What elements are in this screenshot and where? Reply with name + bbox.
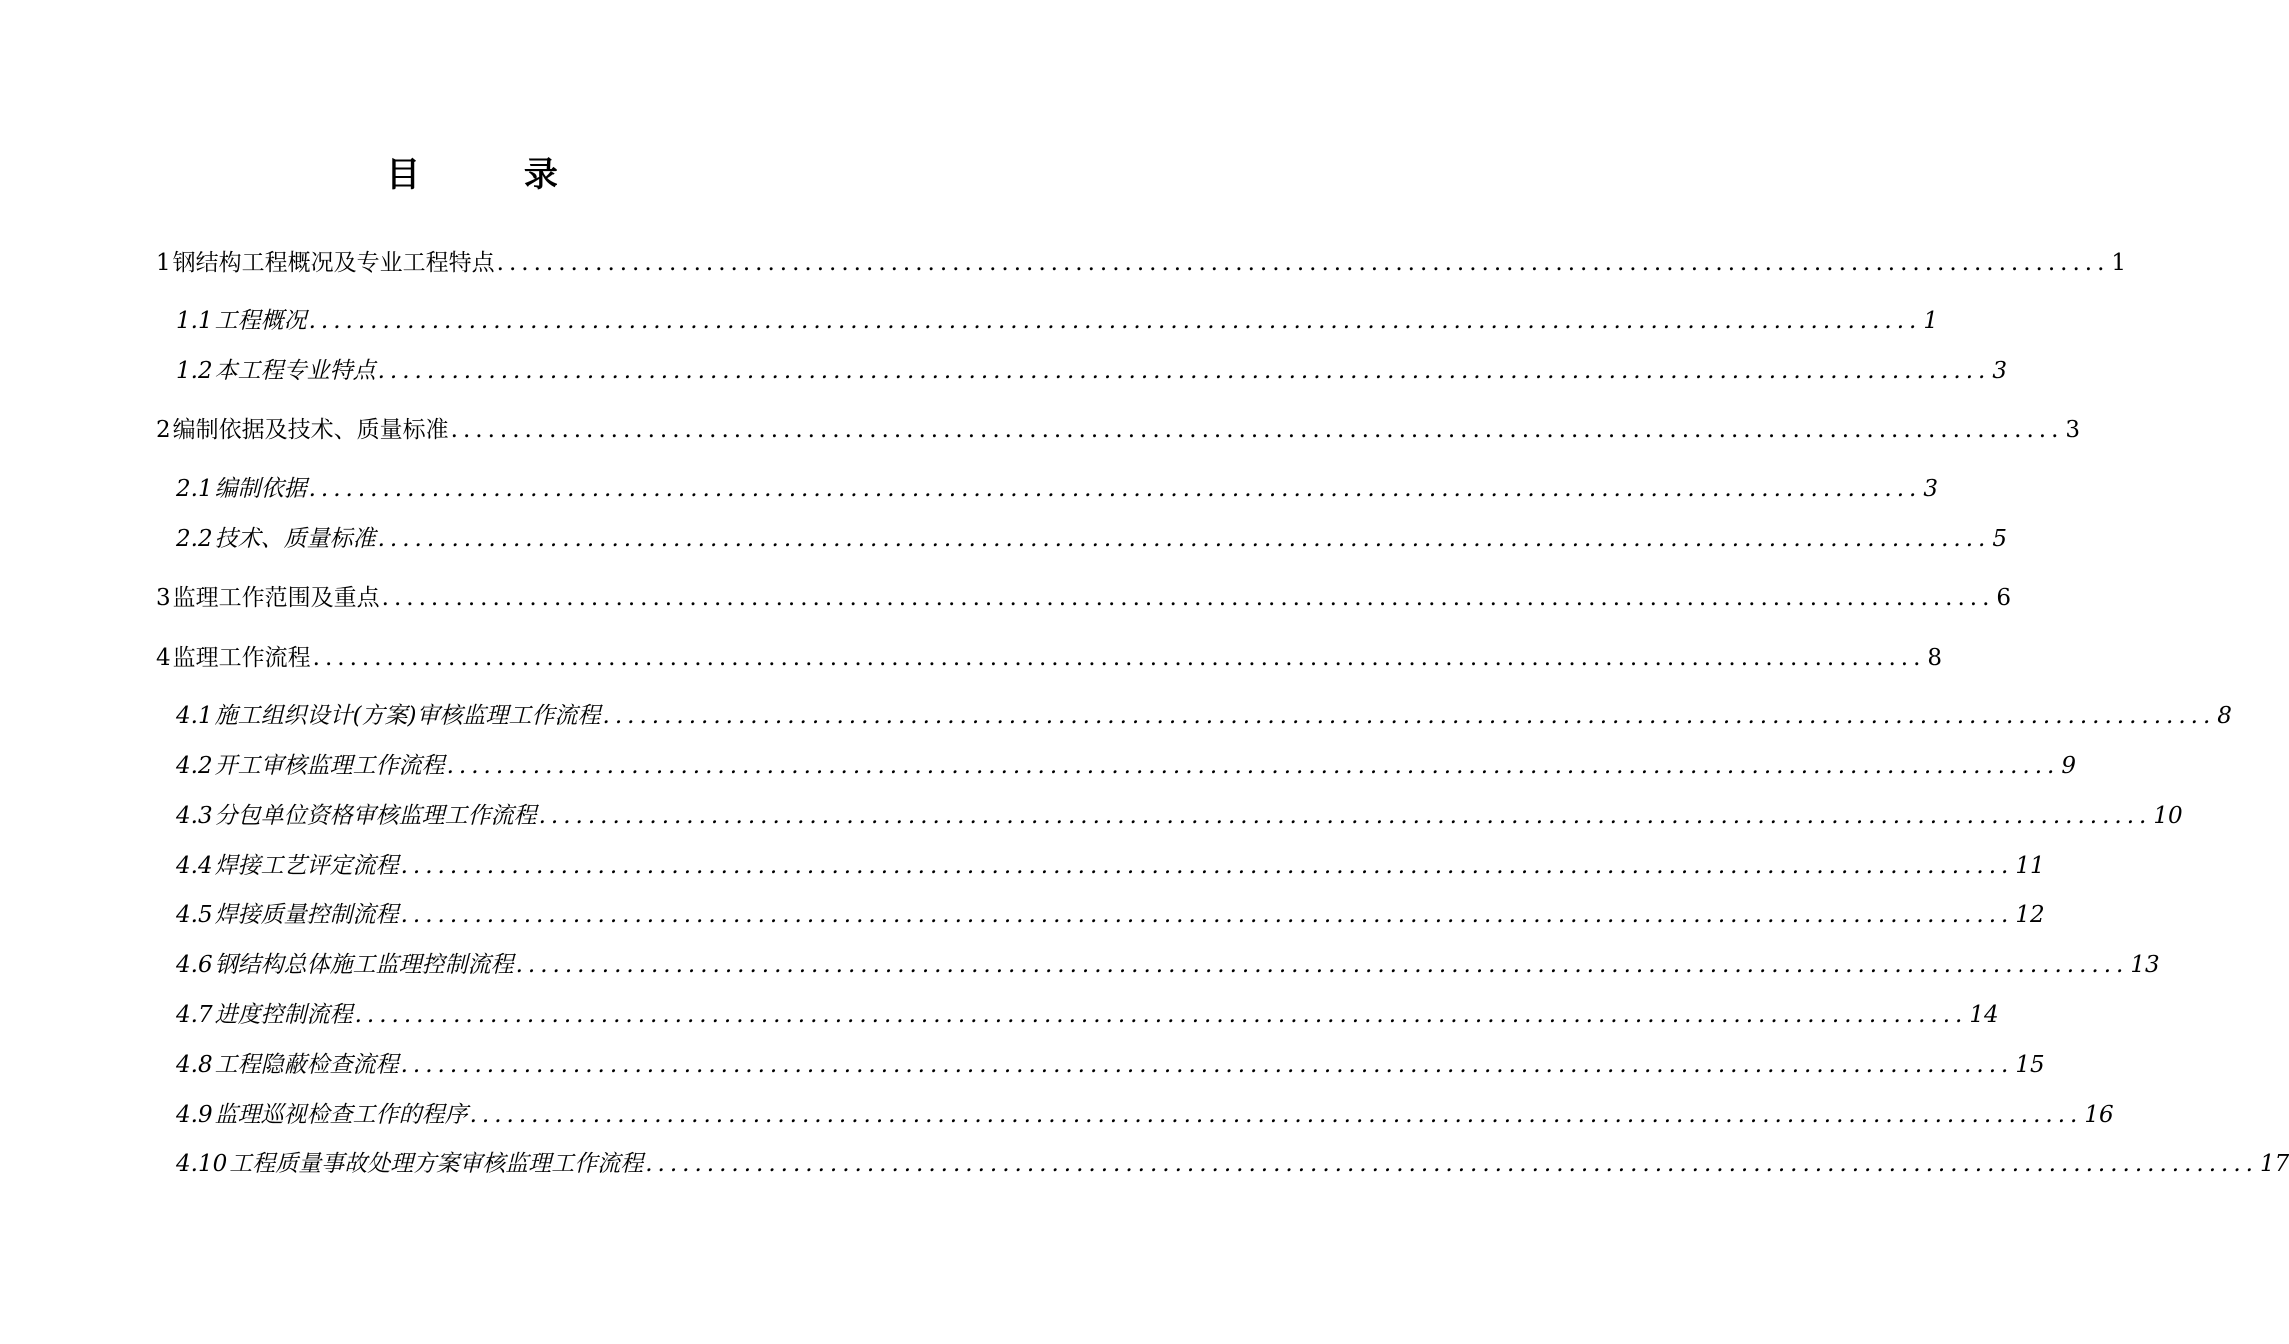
- entry-title: 监理工作流程: [172, 645, 311, 671]
- toc-entry[interactable]: [176, 523, 2007, 555]
- entry-title: 施工组织设计(方案)审核监理工作流程: [214, 703, 601, 729]
- toc-entry[interactable]: [156, 414, 2081, 446]
- dot-leader: ...................................................................................................................................: [308, 308, 1922, 334]
- toc-entry[interactable]: [176, 1148, 2289, 1180]
- entry-title: 编制依据及技术、质量标准: [172, 417, 449, 443]
- toc-entry[interactable]: [176, 750, 2076, 782]
- toc-entry[interactable]: [176, 355, 2007, 387]
- entry-title: 本工程专业特点: [214, 358, 376, 384]
- entry-title: 钢结构工程概况及专业工程特点: [172, 250, 495, 276]
- toc-entry[interactable]: [176, 1049, 2045, 1081]
- entry-page-number: 3: [1923, 476, 1938, 502]
- entry-page-number: 17: [2259, 1151, 2289, 1177]
- entry-number: 4.5: [176, 902, 213, 928]
- entry-number: 2.2: [176, 526, 213, 552]
- entry-number: 4.7: [176, 1002, 213, 1028]
- entry-page-number: 3: [1992, 358, 2007, 384]
- entry-page-number: 13: [2130, 952, 2160, 978]
- entry-title: 钢结构总体施工监理控制流程: [214, 952, 514, 978]
- entry-number: 4.1: [176, 703, 213, 729]
- toc-entry[interactable]: [176, 850, 2045, 882]
- dot-leader: ...................................................................................................................................: [400, 902, 2014, 928]
- toc-entry[interactable]: [176, 700, 2232, 732]
- toc-entry[interactable]: [176, 1099, 2114, 1131]
- entry-title: 监理工作范围及重点: [172, 585, 380, 611]
- entry-title: 分包单位资格审核监理工作流程: [214, 803, 537, 829]
- toc-entry[interactable]: [176, 949, 2160, 981]
- entry-title: 技术、质量标准: [214, 526, 376, 552]
- dot-leader: ...................................................................................................................................: [469, 1102, 2083, 1128]
- toc-title: 目 录: [386, 155, 604, 195]
- dot-leader: ...................................................................................................................................: [400, 853, 2014, 879]
- entry-title: 焊接质量控制流程: [214, 902, 399, 928]
- entry-title: 焊接工艺评定流程: [214, 853, 399, 879]
- entry-page-number: 1: [1923, 308, 1938, 334]
- entry-number: 1: [156, 250, 171, 276]
- dot-leader: ...................................................................................................................................: [354, 1002, 1968, 1028]
- entry-number: 4.4: [176, 853, 213, 879]
- entry-number: 1.2: [176, 358, 213, 384]
- entry-number: 4.2: [176, 753, 213, 779]
- entry-page-number: 8: [2217, 703, 2232, 729]
- dot-leader: ...................................................................................................................................: [496, 250, 2110, 276]
- entry-page-number: 8: [1927, 645, 1943, 671]
- entry-number: 3: [156, 585, 171, 611]
- entry-title: 监理巡视检查工作的程序: [214, 1102, 468, 1128]
- entry-title: 工程质量事故处理方案审核监理工作流程: [229, 1151, 644, 1177]
- entry-number: 4.3: [176, 803, 213, 829]
- toc-entry[interactable]: [176, 800, 2183, 832]
- dot-leader: ...................................................................................................................................: [645, 1151, 2258, 1177]
- toc-entry[interactable]: [156, 642, 1943, 674]
- entry-page-number: 9: [2061, 753, 2076, 779]
- entry-number: 4: [156, 645, 171, 671]
- entry-number: 4.9: [176, 1102, 213, 1128]
- dot-leader: ...................................................................................................................................: [377, 526, 1991, 552]
- entry-title: 编制依据: [214, 476, 307, 502]
- entry-number: 4.6: [176, 952, 213, 978]
- dot-leader: ...................................................................................................................................: [538, 803, 2152, 829]
- dot-leader: ...................................................................................................................................: [400, 1052, 2014, 1078]
- dot-leader: ...................................................................................................................................: [446, 753, 2060, 779]
- entry-page-number: 15: [2015, 1052, 2045, 1078]
- entry-page-number: 5: [1992, 526, 2007, 552]
- entry-page-number: 14: [1969, 1002, 1999, 1028]
- dot-leader: ...................................................................................................................................: [381, 585, 1995, 611]
- toc-entry[interactable]: [176, 473, 1938, 505]
- entry-number: 2.1: [176, 476, 213, 502]
- toc-entry[interactable]: [176, 899, 2045, 931]
- entry-page-number: 10: [2153, 803, 2183, 829]
- entry-number: 4.10: [176, 1151, 228, 1177]
- entry-title: 工程概况: [214, 308, 307, 334]
- dot-leader: ...................................................................................................................................: [515, 952, 2129, 978]
- entry-title: 开工审核监理工作流程: [214, 753, 445, 779]
- dot-leader: ...................................................................................................................................: [377, 358, 1991, 384]
- entry-page-number: 1: [2111, 250, 2127, 276]
- toc-entry[interactable]: [156, 582, 2012, 614]
- entry-page-number: 6: [1996, 585, 2012, 611]
- toc-entry[interactable]: [176, 999, 1999, 1031]
- entry-page-number: 12: [2015, 902, 2045, 928]
- entry-page-number: 11: [2015, 853, 2045, 879]
- dot-leader: ...................................................................................................................................: [450, 417, 2064, 443]
- dot-leader: ...................................................................................................................................: [312, 645, 1926, 671]
- toc-entry[interactable]: [176, 305, 1938, 337]
- entry-page-number: 16: [2084, 1102, 2114, 1128]
- toc-entry[interactable]: [156, 247, 2127, 279]
- entry-page-number: 3: [2065, 417, 2081, 443]
- dot-leader: ...................................................................................................................................: [602, 703, 2216, 729]
- entry-title: 工程隐蔽检查流程: [214, 1052, 399, 1078]
- entry-number: 4.8: [176, 1052, 213, 1078]
- entry-number: 1.1: [176, 308, 213, 334]
- entry-title: 进度控制流程: [214, 1002, 353, 1028]
- entry-number: 2: [156, 417, 171, 443]
- dot-leader: ...................................................................................................................................: [308, 476, 1922, 502]
